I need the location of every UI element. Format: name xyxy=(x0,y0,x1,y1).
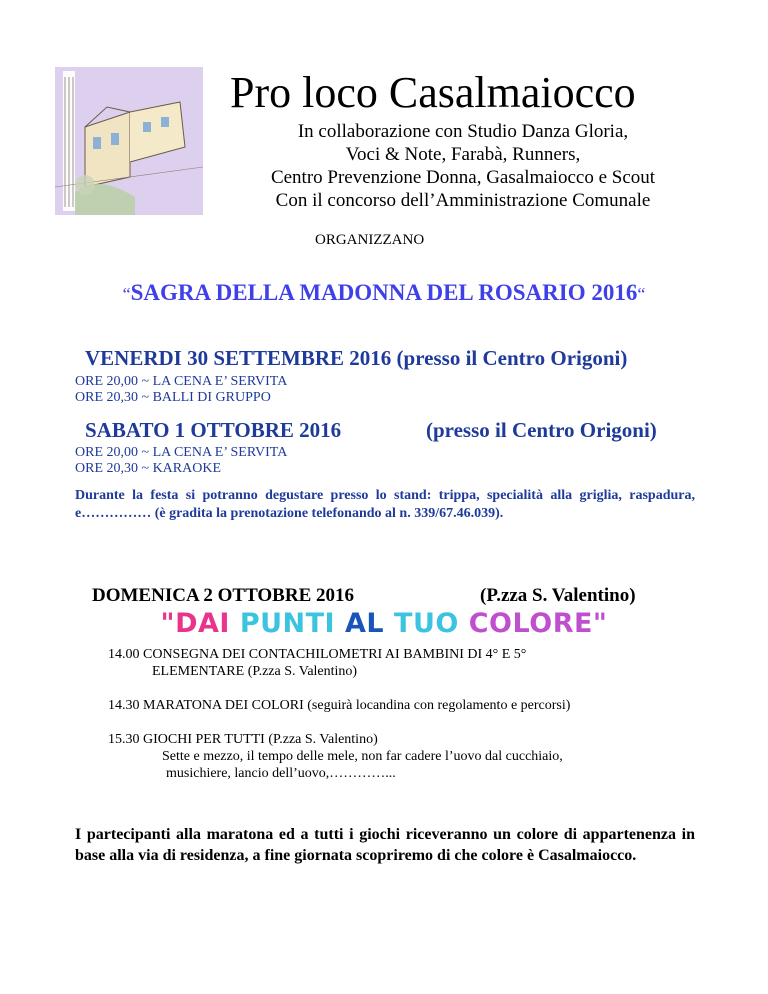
slogan-part: TUO xyxy=(394,608,469,639)
slogan xyxy=(0,608,768,639)
collaboration-line: Voci & Note, Farabà, Runners, xyxy=(345,144,581,165)
sabato-location: (presso il Centro Origoni) xyxy=(426,418,657,442)
slogan-part: COLORE" xyxy=(468,608,608,639)
food-stand-note: Durante la festa si potranno degustare presso lo stand: trippa, specialità alla griglia, raspadura, e…………… (è gradita la prenotazione telefonando al n. 339/67.46.039). xyxy=(75,488,695,521)
slogan-part: "DAI xyxy=(160,608,240,639)
collaboration-lines xyxy=(210,120,716,212)
program-item-line: Sette e mezzo, il tempo delle mele, non far cadere l’uovo dal cucchiaio, xyxy=(162,749,563,764)
event-title xyxy=(0,280,768,306)
close-quote: “ xyxy=(637,284,646,304)
pro-loco-logo xyxy=(55,67,203,215)
domenica-heading: DOMENICA 2 OTTOBRE 2016 xyxy=(92,585,354,606)
open-quote: “ xyxy=(122,284,131,304)
sabato-heading: SABATO 1 OTTOBRE 2016 xyxy=(85,418,342,442)
sabato-line: ORE 20,00 ~ LA CENA E’ SERVITA xyxy=(75,445,288,460)
slogan-part: AL xyxy=(345,608,395,639)
venerdi-line: ORE 20,30 ~ BALLI DI GRUPPO xyxy=(75,390,271,405)
event-title-text: SAGRA DELLA MADONNA DEL ROSARIO 2016 xyxy=(130,280,638,305)
program-item-line: ELEMENTARE (P.zza S. Valentino) xyxy=(152,664,358,679)
organizzano-label: ORGANIZZANO xyxy=(315,232,425,248)
domenica-location: (P.zza S. Valentino) xyxy=(480,585,636,606)
venerdi-heading: VENERDI 30 SETTEMBRE 2016 (presso il Centro Origoni) xyxy=(85,346,628,370)
header-title: Pro loco Casalmaiocco xyxy=(230,68,636,117)
collaboration-line: In collaborazione con Studio Danza Gloria, xyxy=(297,121,629,142)
program-item-line: 14.30 MARATONA DEI COLORI (seguirà locandina con regolamento e percorsi) xyxy=(108,698,571,713)
closing-paragraph: I partecipanti alla maratona ed a tutti i giochi riceveranno un colore di appartenenza in base alla via di residenza, a fine giornata scopriremo di che colore è Casalmaiocco. xyxy=(75,826,695,864)
sabato-line: ORE 20,30 ~ KARAOKE xyxy=(75,461,222,476)
collaboration-line: Centro Prevenzione Donna, Gasalmaiocco e Scout xyxy=(270,167,656,188)
venerdi-line: ORE 20,00 ~ LA CENA E’ SERVITA xyxy=(75,374,288,389)
program-item-line: musichiere, lancio dell’uovo,…………... xyxy=(166,766,396,781)
collaboration-line: Con il concorso dell’Amministrazione Comunale xyxy=(275,190,651,211)
program-item-line: 14.00 CONSEGNA DEI CONTACHILOMETRI AI BAMBINI DI 4° E 5° xyxy=(108,647,527,662)
program-item-line: 15.30 GIOCHI PER TUTTI (P.zza S. Valentino) xyxy=(108,732,378,747)
slogan-part: PUNTI xyxy=(239,608,346,639)
